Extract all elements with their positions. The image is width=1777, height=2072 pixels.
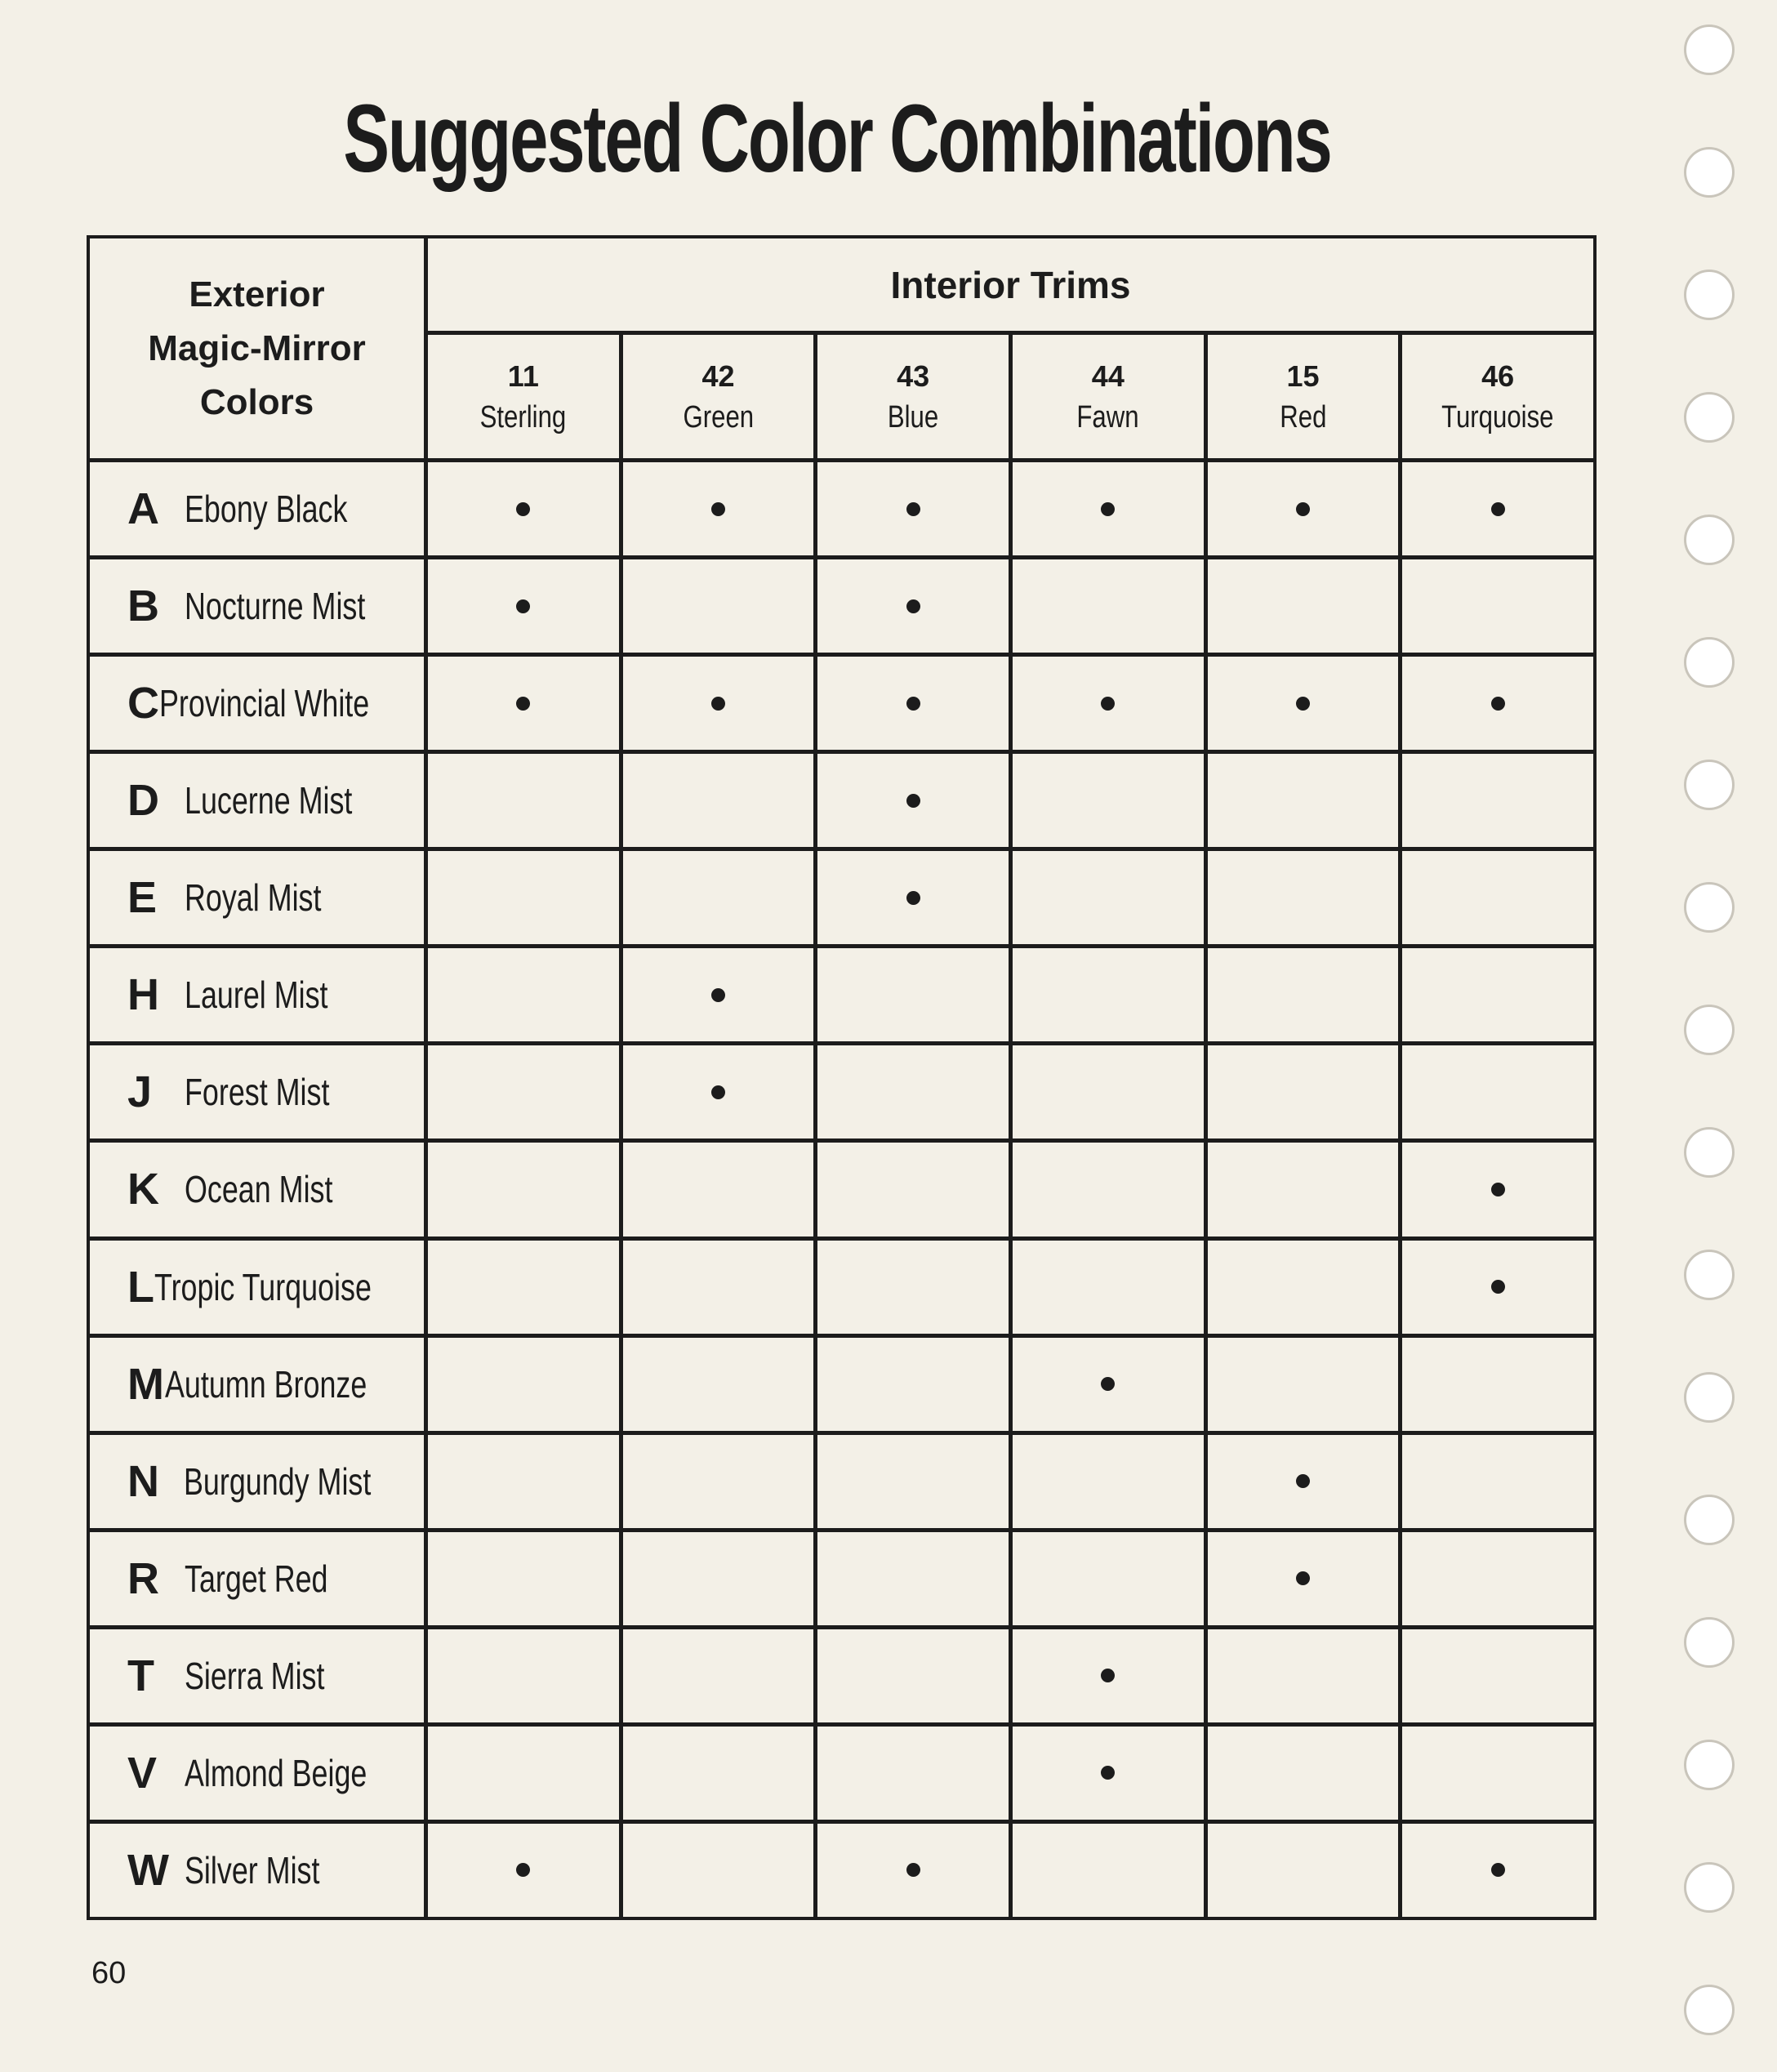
combination-cell [817, 754, 1009, 847]
combination-dot [516, 502, 530, 516]
combination-cell [428, 1727, 619, 1820]
combination-cell [1402, 1045, 1593, 1138]
combination-cell [623, 754, 814, 847]
combination-dot [1101, 502, 1115, 516]
trim-number: 46 [1481, 359, 1515, 393]
combination-cell [817, 1435, 1009, 1528]
color-code: B [127, 581, 159, 631]
combination-dot [1491, 1183, 1505, 1196]
combination-cell [1402, 1143, 1593, 1236]
color-code: W [127, 1845, 169, 1895]
color-code: D [127, 776, 159, 826]
combination-cell [623, 1629, 814, 1722]
combination-dot [1101, 1766, 1115, 1780]
punch-hole [1684, 882, 1735, 933]
combination-cell [1013, 462, 1204, 555]
combination-cell [1013, 1045, 1204, 1138]
color-code: N [127, 1456, 159, 1506]
exterior-color-row-label [90, 1143, 424, 1236]
exterior-color-row-label [90, 1435, 424, 1528]
combination-dot [1101, 1377, 1115, 1391]
punch-hole [1684, 1740, 1735, 1790]
punch-hole [1684, 1617, 1735, 1668]
combination-cell [1208, 1143, 1399, 1236]
color-combinations-table [87, 235, 1597, 1920]
combination-cell [817, 1727, 1009, 1820]
color-name: Autumn Bronze [164, 1362, 367, 1406]
combination-dot [1491, 697, 1505, 711]
color-name: Burgundy Mist [183, 1459, 372, 1503]
combination-cell [428, 851, 619, 944]
color-code: T [127, 1651, 154, 1700]
combination-dot [1101, 1669, 1115, 1682]
combination-cell [1208, 948, 1399, 1041]
combination-cell [1402, 1338, 1593, 1431]
punch-hole [1684, 760, 1735, 810]
punch-hole [1684, 147, 1735, 198]
combination-cell [1402, 1435, 1593, 1528]
combination-cell [1013, 559, 1204, 653]
exterior-color-row-label [90, 462, 424, 555]
color-name: Almond Beige [185, 1751, 367, 1794]
combination-cell [623, 1338, 814, 1431]
combination-dot [906, 697, 920, 711]
color-code: H [127, 970, 159, 1020]
trim-name: Sterling [480, 399, 567, 434]
combination-cell [428, 1143, 619, 1236]
combination-cell [1208, 1532, 1399, 1625]
punch-hole [1684, 392, 1735, 443]
trim-header-1 [623, 335, 814, 458]
combination-cell [623, 657, 814, 750]
combination-cell [1013, 1143, 1204, 1236]
trim-name: Blue [887, 399, 939, 434]
punch-hole [1684, 1250, 1735, 1300]
exterior-header-line-3: Colors [199, 381, 314, 422]
combination-cell [1013, 1824, 1204, 1917]
combination-cell [1013, 657, 1204, 750]
combination-cell [817, 559, 1009, 653]
combination-dot [711, 1085, 725, 1099]
trim-header-0 [428, 335, 619, 458]
combination-cell [1013, 948, 1204, 1041]
color-name: Ebony Black [185, 488, 348, 531]
exterior-color-row-label [90, 754, 424, 847]
combination-cell [1402, 1532, 1593, 1625]
trim-name: Turquoise [1441, 399, 1554, 434]
combination-cell [817, 462, 1009, 555]
trim-number: 15 [1286, 359, 1320, 393]
trim-header-2 [817, 335, 1009, 458]
combination-dot [1491, 502, 1505, 516]
combination-cell [1402, 851, 1593, 944]
combination-dot [516, 1863, 530, 1877]
combination-dot [711, 502, 725, 516]
combination-cell [817, 1824, 1009, 1917]
color-code: A [127, 484, 159, 534]
interior-trims-header: Interior Trims [428, 238, 1593, 331]
combination-cell [1402, 657, 1593, 750]
punch-hole [1684, 270, 1735, 320]
combination-cell [1402, 462, 1593, 555]
combination-cell [1208, 1824, 1399, 1917]
punch-hole [1684, 25, 1735, 75]
trim-number: 43 [897, 359, 930, 393]
punch-hole [1684, 1005, 1735, 1055]
combination-cell [1013, 1435, 1204, 1528]
trim-name: Fawn [1076, 399, 1139, 434]
combination-cell [1208, 1241, 1399, 1334]
exterior-color-row-label [90, 1727, 424, 1820]
color-code: E [127, 873, 158, 923]
exterior-color-row-label [90, 1045, 424, 1138]
combination-cell [1208, 1435, 1399, 1528]
exterior-color-row-label [90, 657, 424, 750]
combination-cell [428, 754, 619, 847]
combination-cell [428, 1045, 619, 1138]
combination-cell [817, 1338, 1009, 1431]
combination-cell [1208, 1727, 1399, 1820]
combination-cell [1402, 1241, 1593, 1334]
combination-dot [906, 599, 920, 613]
exterior-header-line-1: Exterior [189, 274, 325, 314]
combination-cell [623, 462, 814, 555]
color-code: J [127, 1067, 153, 1117]
combination-cell [1208, 851, 1399, 944]
combination-cell [623, 1241, 814, 1334]
combination-dot [711, 697, 725, 711]
color-name: Silver Mist [185, 1848, 320, 1892]
punch-hole [1684, 1127, 1735, 1178]
combination-cell [1013, 1241, 1204, 1334]
combination-cell [1402, 1629, 1593, 1722]
combination-cell [1402, 754, 1593, 847]
color-code: R [127, 1553, 159, 1603]
trim-number: 44 [1091, 359, 1125, 393]
combination-dot [516, 697, 530, 711]
exterior-color-row-label [90, 948, 424, 1041]
combination-cell [428, 1629, 619, 1722]
combination-cell [1208, 462, 1399, 555]
combination-cell [623, 559, 814, 653]
color-name: Ocean Mist [185, 1168, 333, 1211]
combination-cell [1013, 851, 1204, 944]
combination-cell [1208, 1045, 1399, 1138]
combination-cell [817, 1143, 1009, 1236]
combination-cell [623, 1727, 814, 1820]
combination-cell [428, 1241, 619, 1334]
trim-name: Red [1279, 399, 1327, 434]
combination-cell [1402, 1727, 1593, 1820]
punch-hole [1684, 1985, 1735, 2035]
exterior-color-row-label [90, 1241, 424, 1334]
combination-cell [1402, 948, 1593, 1041]
combination-cell [428, 657, 619, 750]
exterior-color-row-label [90, 1532, 424, 1625]
combination-cell [623, 1435, 814, 1528]
exterior-colors-header [90, 238, 424, 458]
combination-dot [1491, 1863, 1505, 1877]
combination-cell [817, 1045, 1009, 1138]
combination-cell [817, 657, 1009, 750]
exterior-color-row-label [90, 1824, 424, 1917]
combination-cell [623, 851, 814, 944]
combination-dot [1296, 1571, 1310, 1585]
combination-dot [906, 502, 920, 516]
combination-dot [906, 794, 920, 808]
trim-name: Green [683, 399, 754, 434]
combination-cell [1013, 754, 1204, 847]
combination-dot [711, 988, 725, 1002]
color-code: C [127, 679, 159, 729]
combination-dot [1296, 502, 1310, 516]
combination-cell [1208, 559, 1399, 653]
color-name: Target Red [185, 1557, 328, 1600]
combination-dot [1101, 697, 1115, 711]
combination-cell [623, 1824, 814, 1917]
punch-hole [1684, 1862, 1735, 1913]
combination-cell [428, 462, 619, 555]
color-name: Royal Mist [185, 876, 322, 920]
combination-cell [817, 851, 1009, 944]
exterior-color-row-label [90, 1629, 424, 1722]
combination-cell [428, 559, 619, 653]
exterior-header-line-2: Magic-Mirror [148, 328, 366, 368]
combination-cell [428, 1338, 619, 1431]
combination-dot [1296, 1474, 1310, 1488]
punch-hole [1684, 1372, 1735, 1423]
color-name: Forest Mist [185, 1071, 330, 1114]
combination-cell [1013, 1338, 1204, 1431]
color-name: Provincial White [159, 682, 370, 725]
page-number: 60 [91, 1956, 127, 1990]
page-title: Suggested Color Combinations [343, 85, 1331, 193]
combination-cell [1013, 1532, 1204, 1625]
combination-cell [428, 1435, 619, 1528]
combination-cell [1402, 1824, 1593, 1917]
trim-header-3 [1013, 335, 1204, 458]
color-code: K [127, 1165, 159, 1214]
combination-cell [1208, 1338, 1399, 1431]
combination-cell [428, 948, 619, 1041]
combination-dot [1296, 697, 1310, 711]
color-name: Lucerne Mist [185, 779, 353, 822]
combination-dot [906, 1863, 920, 1877]
trim-header-5 [1402, 335, 1593, 458]
combination-cell [817, 948, 1009, 1041]
punch-hole [1684, 637, 1735, 688]
combination-dot [1491, 1280, 1505, 1294]
color-code: L [127, 1262, 154, 1312]
color-code: V [127, 1748, 158, 1798]
combination-cell [817, 1532, 1009, 1625]
combination-cell [623, 1045, 814, 1138]
combination-cell [1013, 1727, 1204, 1820]
combination-cell [1208, 1629, 1399, 1722]
punch-hole [1684, 1495, 1735, 1545]
combination-cell [623, 1532, 814, 1625]
combination-cell [1013, 1629, 1204, 1722]
combination-dot [516, 599, 530, 613]
color-name: Laurel Mist [185, 974, 328, 1017]
combination-cell [817, 1629, 1009, 1722]
combination-dot [906, 891, 920, 905]
exterior-color-row-label [90, 1338, 424, 1431]
color-code: M [127, 1359, 164, 1409]
exterior-color-row-label [90, 559, 424, 653]
combination-cell [1208, 657, 1399, 750]
combination-cell [1402, 559, 1593, 653]
combination-cell [623, 948, 814, 1041]
combination-cell [817, 1241, 1009, 1334]
combination-cell [428, 1824, 619, 1917]
trim-number: 42 [701, 359, 735, 393]
color-name: Sierra Mist [185, 1654, 325, 1697]
trim-number: 11 [507, 359, 539, 393]
color-name: Tropic Turquoise [154, 1265, 372, 1308]
combination-cell [623, 1143, 814, 1236]
exterior-color-row-label [90, 851, 424, 944]
combination-cell [1208, 754, 1399, 847]
trim-header-4 [1208, 335, 1399, 458]
combination-cell [428, 1532, 619, 1625]
color-name: Nocturne Mist [185, 585, 366, 628]
punch-hole [1684, 515, 1735, 565]
